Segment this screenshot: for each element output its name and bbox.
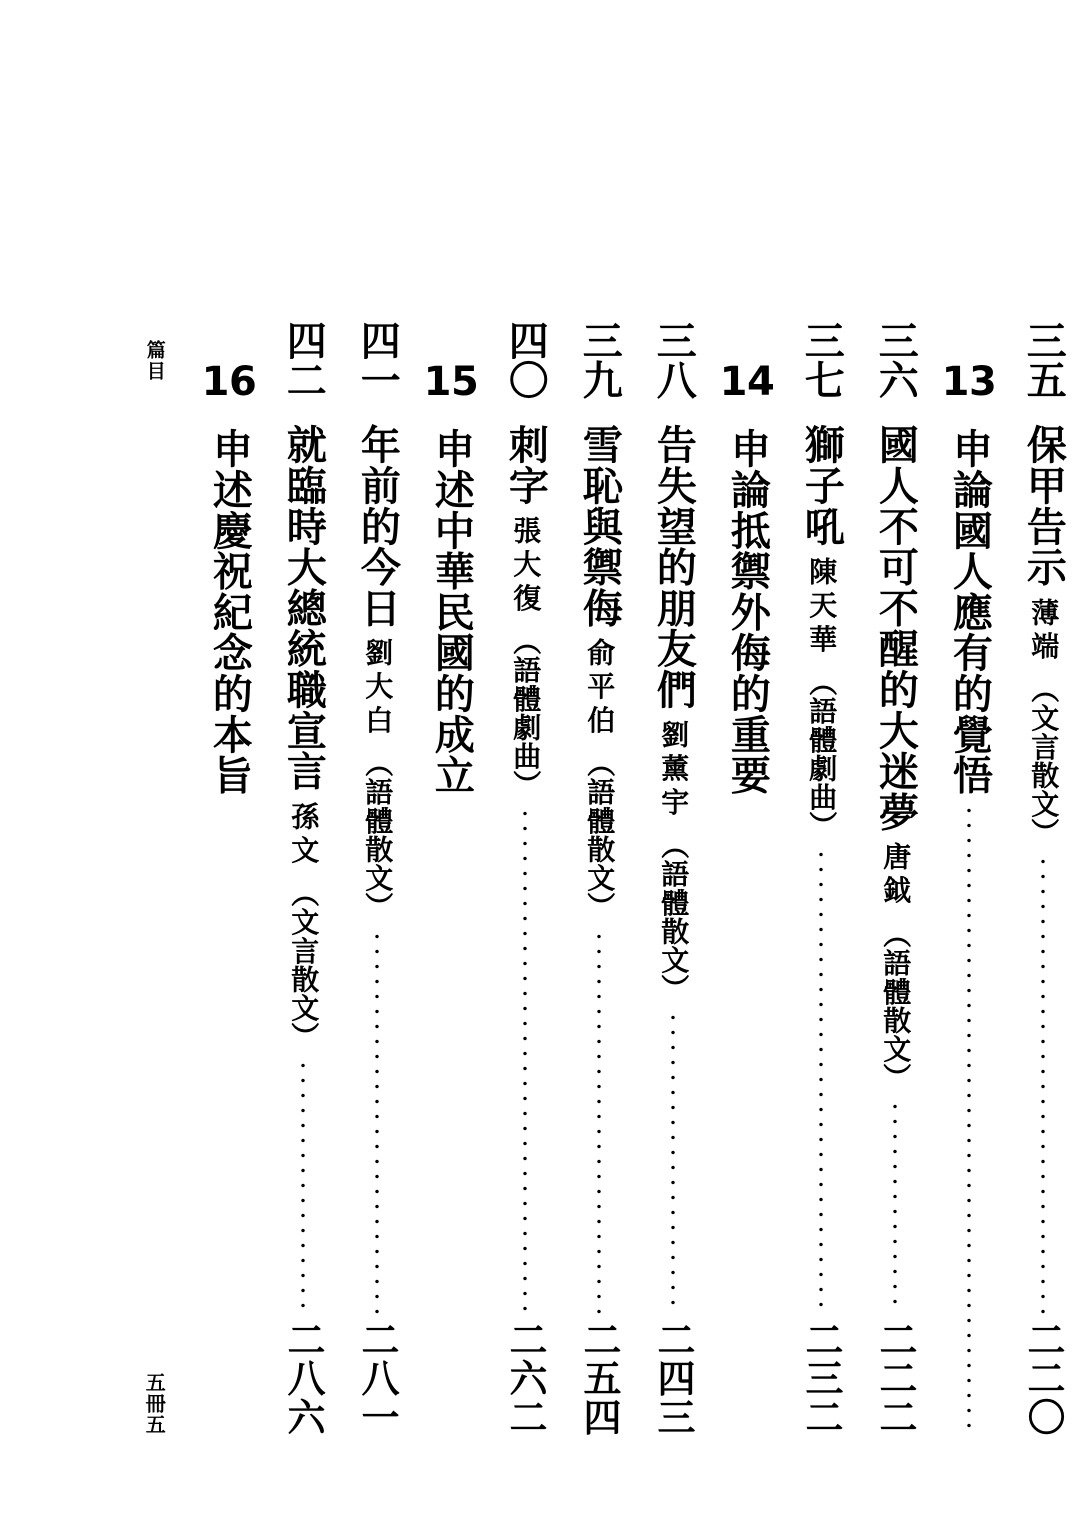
toc-entry-page-number: 二六二 xyxy=(503,1319,548,1436)
toc-entry-genre: （文言散文） xyxy=(287,878,321,1051)
toc-entry-genre: （語體散文） xyxy=(879,919,913,1091)
toc-entry-number: 三八 xyxy=(650,320,698,399)
toc-leader-dots xyxy=(373,929,381,1314)
toc-entry-number: 三六 xyxy=(872,320,920,399)
page-folio xyxy=(126,340,182,1440)
toc-leader-dots xyxy=(225,803,233,1438)
toc-entry-page-number: 二二〇 xyxy=(1021,1319,1066,1436)
toc-entry[interactable] xyxy=(636,318,710,1438)
toc-leader-dots xyxy=(965,803,973,1438)
toc-entry-number: 三五 xyxy=(1020,320,1068,399)
toc-entry-title[interactable]: 申論抵禦外侮的重要 xyxy=(724,428,772,796)
toc-entry-title[interactable]: 申述中華民國的成立 xyxy=(428,428,476,796)
toc-entry-author: 孫文 xyxy=(287,801,321,869)
toc-entry-title[interactable]: 保甲告示 xyxy=(1020,424,1068,588)
toc-entry-author: 陳天華 xyxy=(805,556,839,658)
toc-entry-author: 薄端 xyxy=(1027,597,1061,665)
toc-entry-page-number: 二八六 xyxy=(281,1319,326,1436)
toc-entry-genre: （文言散文） xyxy=(1027,674,1061,847)
toc-entry-title[interactable]: 獅子吼 xyxy=(798,424,846,547)
toc-entry-number: 14 xyxy=(719,359,775,405)
toc-entry-title[interactable]: 申述慶祝紀念的本旨 xyxy=(206,428,254,796)
toc-entry-author: 張大復 xyxy=(509,516,543,617)
toc-entry-genre: （語體散文） xyxy=(657,830,691,1003)
toc-entry[interactable] xyxy=(192,318,266,1438)
toc-entry-author: 劉大白 xyxy=(361,638,395,740)
toc-leader-dots xyxy=(669,1010,677,1314)
toc-entry-title[interactable]: 雪恥與禦侮 xyxy=(576,424,624,629)
toc-leader-dots xyxy=(1039,854,1047,1314)
toc-entry[interactable] xyxy=(340,318,414,1438)
toc-leader-dots xyxy=(743,803,751,1438)
toc-entry-title[interactable]: 國人不可不醒的大迷夢 xyxy=(872,424,920,833)
toc-entry-page-number: 二四三 xyxy=(651,1319,696,1436)
folio-number xyxy=(126,1372,182,1440)
toc-leader-dots xyxy=(891,1099,899,1314)
toc-entry-genre: （語體劇曲） xyxy=(805,667,839,839)
toc-entry-title[interactable]: 刺字 xyxy=(502,424,550,507)
toc-entry[interactable] xyxy=(784,318,858,1438)
toc-entry-genre: （語體散文） xyxy=(361,749,395,921)
toc-entry[interactable] xyxy=(562,318,636,1438)
toc-entry[interactable] xyxy=(932,318,1006,1438)
toc-entry-number: 15 xyxy=(423,359,479,405)
toc-entry-page-number: 二五四 xyxy=(577,1319,622,1436)
toc-entry[interactable] xyxy=(858,318,932,1438)
toc-entry-genre: （語體散文） xyxy=(583,749,617,921)
toc-entry-number: 三七 xyxy=(798,320,846,399)
toc-entry-page-number: 二八一 xyxy=(355,1319,400,1436)
toc-entry-title[interactable]: 告失望的朋友們 xyxy=(650,424,698,711)
running-head xyxy=(126,340,182,401)
toc-entry[interactable] xyxy=(710,318,784,1438)
toc-entry-author: 劉薰宇 xyxy=(657,720,691,821)
toc-leader-dots xyxy=(595,929,603,1314)
toc-entry-genre: （語體劇曲） xyxy=(509,626,543,799)
toc-entry[interactable] xyxy=(1006,318,1080,1438)
running-head-text: 篇目 xyxy=(143,340,166,382)
table-of-contents xyxy=(100,318,1086,1438)
toc-entry-title[interactable]: 就臨時大總統職宣言 xyxy=(280,424,328,792)
toc-entry-title[interactable]: 申論國人應有的覺悟 xyxy=(946,428,994,796)
toc-leader-dots xyxy=(299,1058,307,1314)
toc-entry[interactable] xyxy=(488,318,562,1438)
toc-entry-page-number: 二二二 xyxy=(873,1319,918,1436)
toc-entry-number: 四〇 xyxy=(502,320,550,399)
toc-entry-title[interactable]: 年前的今日 xyxy=(354,424,402,629)
toc-entry-number: 16 xyxy=(201,359,257,405)
toc-entry-number: 四二 xyxy=(280,320,328,399)
toc-entry-number: 13 xyxy=(941,359,997,405)
toc-entry-number: 四一 xyxy=(354,320,402,399)
toc-leader-dots xyxy=(521,806,529,1314)
toc-entry-author: 唐鉞 xyxy=(879,842,913,910)
toc-entry-author: 俞平伯 xyxy=(583,638,617,740)
folio-number-text: 五冊五 xyxy=(142,1371,167,1435)
toc-entry[interactable] xyxy=(266,318,340,1438)
toc-entry-number: 三九 xyxy=(576,320,624,399)
toc-leader-dots xyxy=(817,847,825,1314)
toc-leader-dots xyxy=(447,803,455,1438)
toc-entry-page-number: 二三二 xyxy=(799,1319,844,1436)
toc-entry[interactable] xyxy=(414,318,488,1438)
